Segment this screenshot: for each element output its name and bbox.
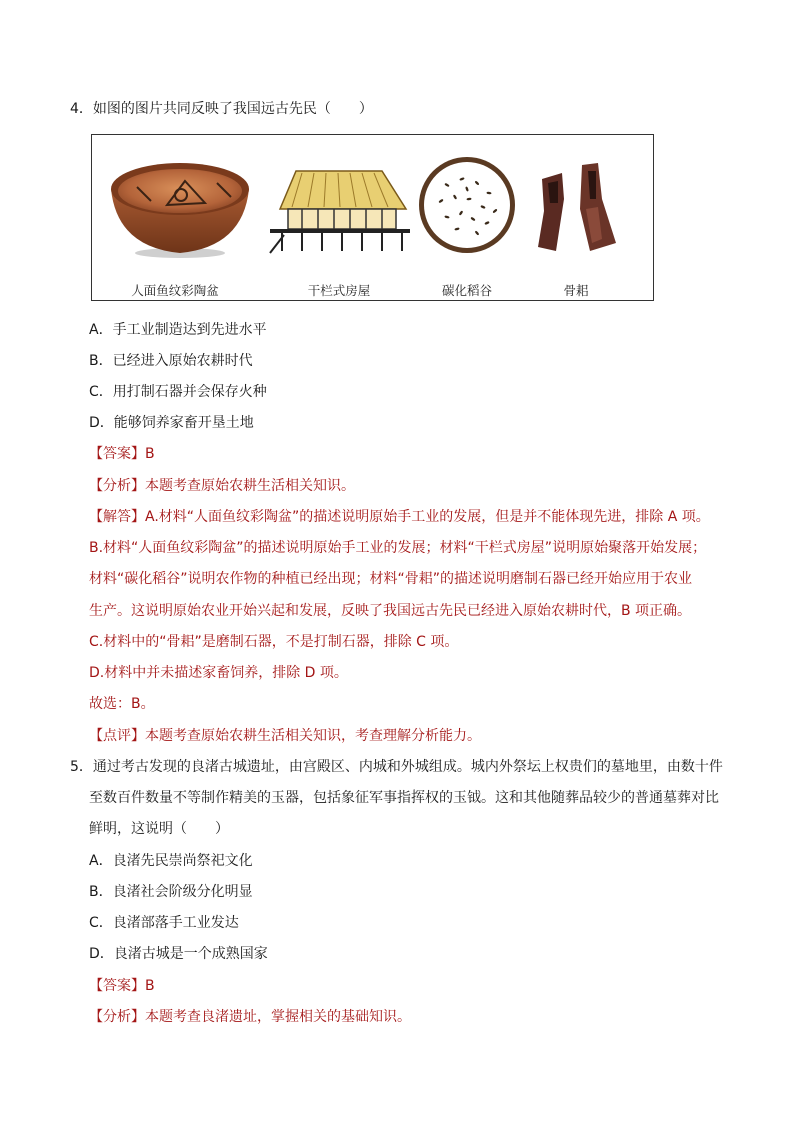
q5-option-a: A．良渚先民崇尚祭祀文化: [89, 853, 253, 869]
q4-option-c: C．用打制石器并会保存火种: [89, 384, 267, 400]
q5-analysis: 【分析】本题考查良渚遗址，掌握相关的基础知识。: [89, 1009, 411, 1025]
q5-stem-line: 至数百件数量不等制作精美的玉器，包括象征军事指挥权的玉钺。这和其他随葬品较少的普通墓葬对比: [89, 790, 719, 806]
q5-option-b: B．良渚社会阶级分化明显: [89, 884, 253, 900]
q4-comment: 【点评】本题考查原始农耕生活相关知识，考查理解分析能力。: [89, 728, 481, 744]
q4-solution-line: C.材料中的“骨耜”是磨制石器，不是打制石器，排除 C 项。: [89, 634, 459, 650]
q5-answer: 【答案】B: [89, 978, 155, 994]
q4-stem: 4．如图的图片共同反映了我国远古先民（ ）: [70, 101, 373, 117]
q4-answer: 【答案】B: [89, 446, 155, 462]
bone-spade-image: [532, 159, 632, 255]
q4-analysis: 【分析】本题考查原始农耕生活相关知识。: [89, 478, 355, 494]
q4-solution-line: 【解答】A.材料“人面鱼纹彩陶盆”的描述说明原始手工业的发展，但是并不能体现先进，排除 A 项。: [89, 509, 710, 525]
stilt-house-image: [262, 165, 412, 255]
q4-figure: [91, 134, 654, 301]
q5-option-c: C．良渚部落手工业发达: [89, 915, 239, 931]
caption-carbonized-rice: 碳化稻谷: [441, 283, 493, 298]
carbonized-rice-image: [417, 155, 517, 255]
caption-stilt-house: 干栏式房屋: [307, 283, 371, 298]
caption-pottery-basin: 人面鱼纹彩陶盆: [131, 283, 219, 298]
q4-conclusion: 故选：B。: [89, 696, 155, 712]
q4-option-b: B．已经进入原始农耕时代: [89, 353, 253, 369]
q4-option-a: A．手工业制造达到先进水平: [89, 322, 267, 338]
q4-solution-line: B.材料“人面鱼纹彩陶盆”的描述说明原始手工业的发展；材料“干栏式房屋”说明原始聚落开始发展；: [89, 540, 707, 556]
q4-solution-line: 材料“碳化稻谷”说明农作物的种植已经出现；材料“骨耜”的描述说明磨制石器已经开始应用于农业: [89, 571, 693, 587]
q4-solution-line: D.材料中并未描述家畜饲养，排除 D 项。: [89, 665, 348, 681]
q4-solution-line: 生产。这说明原始农业开始兴起和发展，反映了我国远古先民已经进入原始农耕时代，B 项正确。: [89, 603, 692, 619]
q4-option-d: D．能够饲养家畜开垦土地: [89, 415, 254, 431]
q5-option-d: D．良渚古城是一个成熟国家: [89, 946, 268, 962]
caption-bone-spade: 骨耜: [563, 283, 589, 298]
q5-stem-line: 鲜明，这说明（ ）: [89, 821, 229, 837]
q5-stem-line: 5．通过考古发现的良渚古城遗址，由宫殿区、内城和外城组成。城内外祭坛上权贵们的墓地里，由数十件: [70, 759, 723, 775]
painted-pottery-basin-image: [107, 157, 253, 259]
